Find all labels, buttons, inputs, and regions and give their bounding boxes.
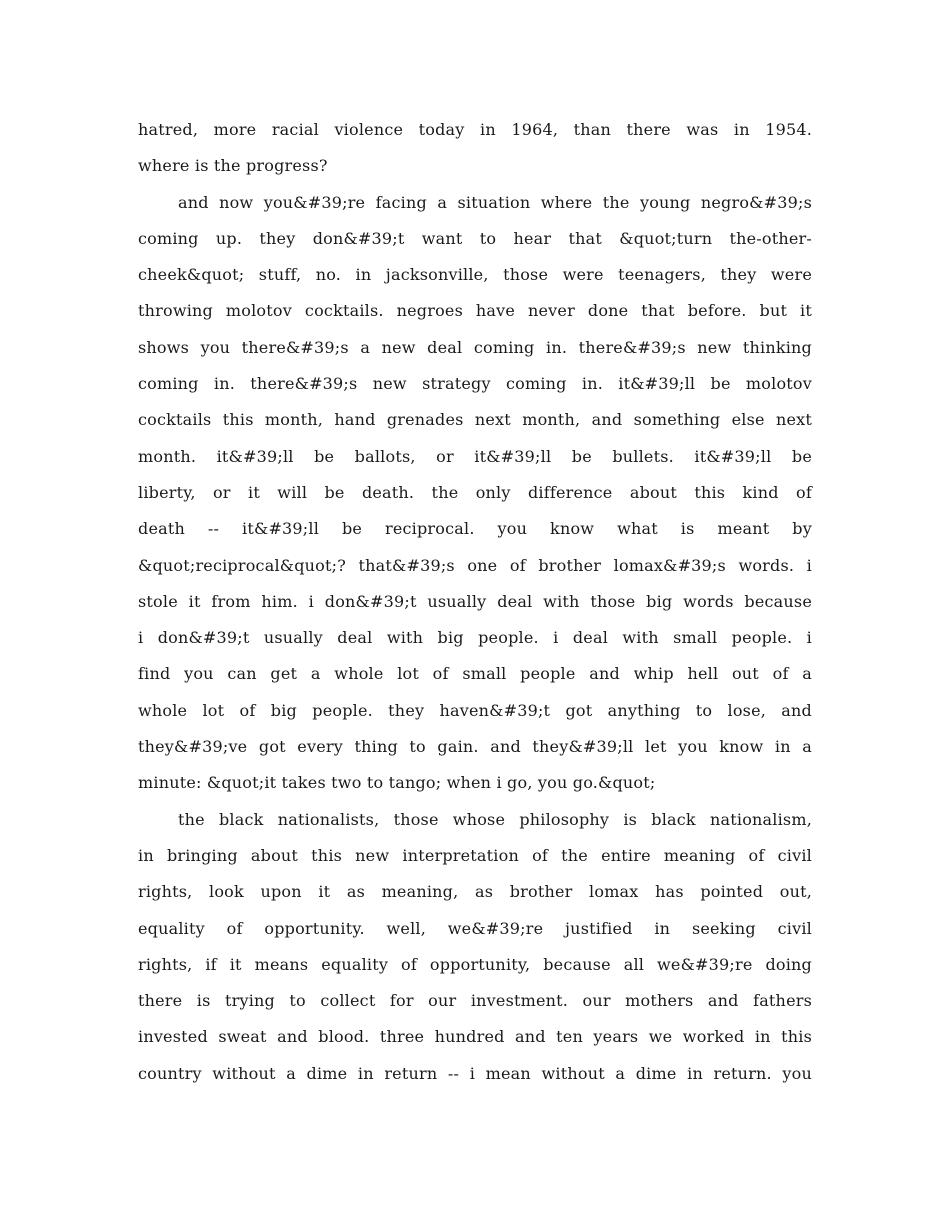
text-line: invested sweat and blood. three hundred and ten years we worked in this xyxy=(138,1027,812,1047)
text-line: death -- it&#39;ll be reciprocal. you know what is meant by xyxy=(138,519,812,539)
text-line: and now you&#39;re facing a situation where the young negro&#39;s xyxy=(178,192,812,212)
text-line: minute: &quot;it takes two to tango; when i go, you go.&quot; xyxy=(138,773,656,793)
text-line: shows you there&#39;s a new deal coming in. there&#39;s new thinking xyxy=(138,337,812,357)
text-line: equality of opportunity. well, we&#39;re justified in seeking civil xyxy=(138,918,812,938)
text-line: cheek&quot; stuff, no. in jacksonville, those were teenagers, they were xyxy=(138,265,812,285)
text-line: i don&#39;t usually deal with big people. i deal with small people. i xyxy=(138,628,812,648)
text-line: stole it from him. i don&#39;t usually deal with those big words because xyxy=(138,591,812,611)
text-line: there is trying to collect for our investment. our mothers and fathers xyxy=(138,991,812,1011)
text-line: rights, look upon it as meaning, as brother lomax has pointed out, xyxy=(138,882,812,902)
body-text xyxy=(138,112,812,1092)
text-line: they&#39;ve got every thing to gain. and they&#39;ll let you know in a xyxy=(138,737,812,757)
text-line: coming up. they don&#39;t want to hear that &quot;turn the-other- xyxy=(138,228,812,248)
text-line: coming in. there&#39;s new strategy coming in. it&#39;ll be molotov xyxy=(138,374,812,394)
text-line: hatred, more racial violence today in 1964, than there was in 1954. xyxy=(138,120,812,139)
text-line: &quot;reciprocal&quot;? that&#39;s one of brother lomax&#39;s words. i xyxy=(138,555,812,575)
text-line: country without a dime in return -- i mean without a dime in return. you xyxy=(138,1063,812,1083)
text-line: rights, if it means equality of opportunity, because all we&#39;re doing xyxy=(138,954,812,974)
text-line: liberty, or it will be death. the only difference about this kind of xyxy=(138,482,812,502)
text-line: cocktails this month, hand grenades next month, and something else next xyxy=(138,410,812,430)
text-line: month. it&#39;ll be ballots, or it&#39;ll be bullets. it&#39;ll be xyxy=(138,446,812,466)
text-line: where is the progress? xyxy=(138,156,328,176)
text-line: the black nationalists, those whose philosophy is black nationalism, xyxy=(178,809,812,829)
text-line: throwing molotov cocktails. negroes have never done that before. but it xyxy=(138,301,812,321)
text-line: whole lot of big people. they haven&#39;t got anything to lose, and xyxy=(138,700,812,720)
text-line: in bringing about this new interpretation of the entire meaning of civil xyxy=(138,845,812,865)
text-line: find you can get a whole lot of small people and whip hell out of a xyxy=(138,664,812,684)
